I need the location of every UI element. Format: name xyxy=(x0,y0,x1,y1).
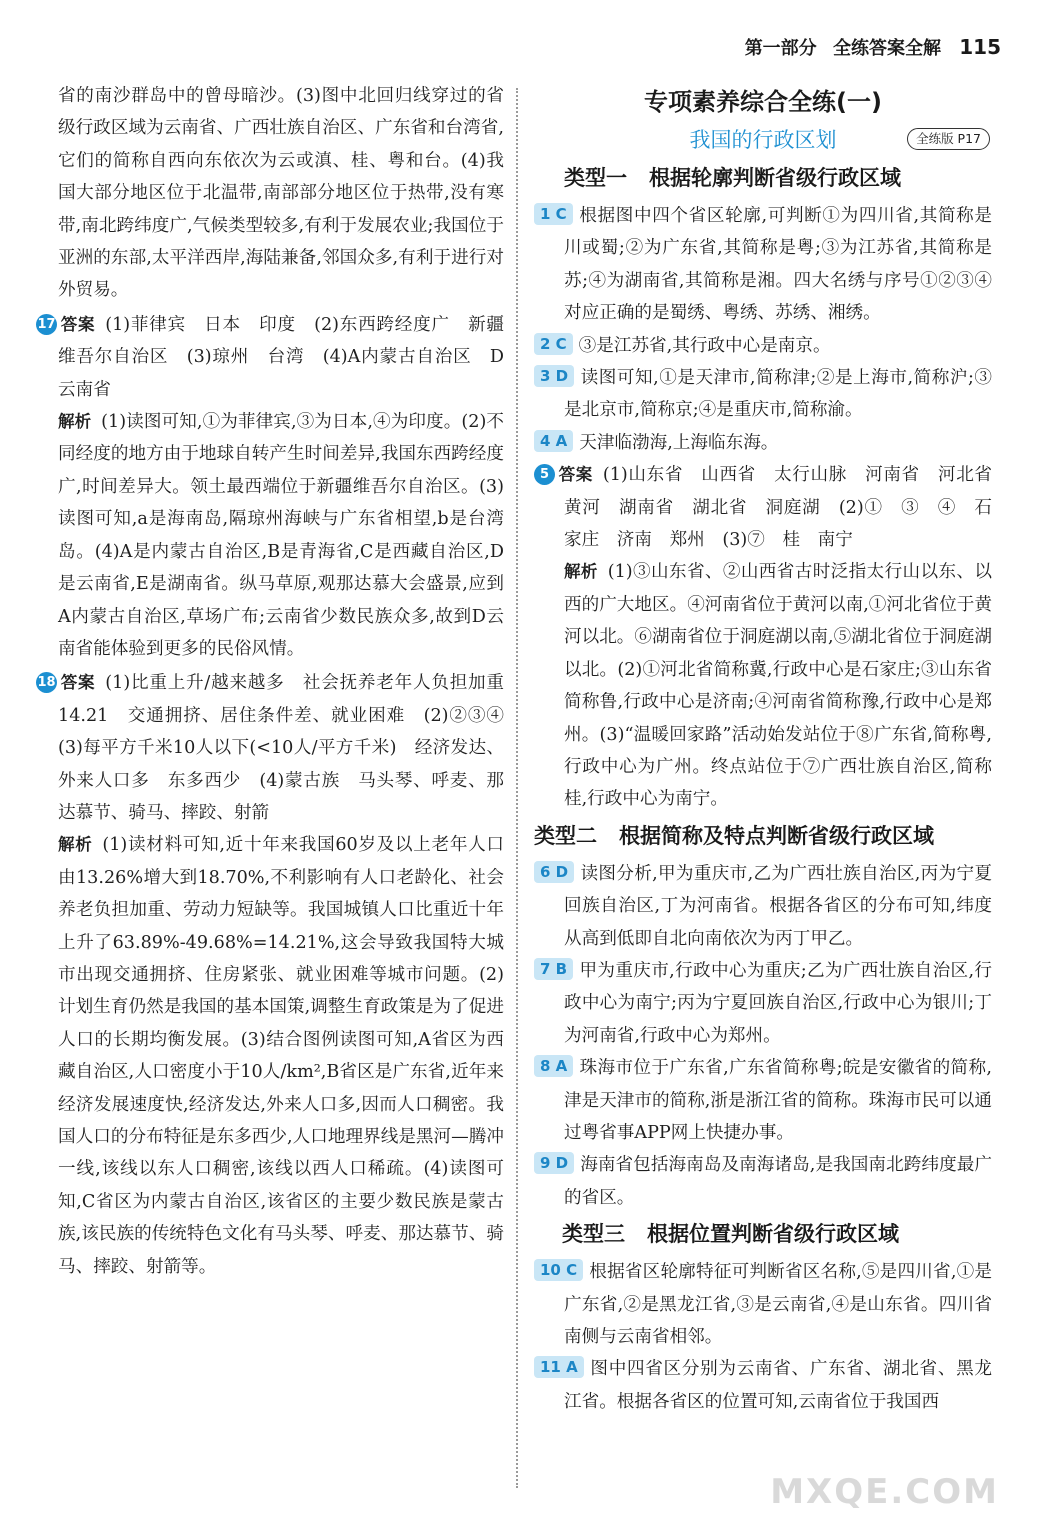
section-subtitle: 我国的行政区划 xyxy=(689,128,837,152)
explanation-text: 甲为重庆市,行政中心为重庆;乙为广西壮族自治区,行政中心为南宁;丙为宁夏回族自治区,行政中心为银川;丁为河南省,行政中心为郑州。 xyxy=(564,960,992,1046)
answer-tag: 1 C xyxy=(534,203,573,225)
type-title: 根据轮廓判断省级行政区域 xyxy=(649,166,901,190)
question-17-explanation xyxy=(58,406,504,665)
question-4 xyxy=(534,427,992,459)
question-11 xyxy=(534,1353,992,1418)
explanation-text: 图中四省区分别为云南省、广东省、湖北省、黑龙江省。根据各省区的位置可知,云南省位于我国西 xyxy=(564,1359,992,1412)
answer-tag: 10 C xyxy=(534,1259,583,1281)
header-part: 第一部分 xyxy=(744,38,817,59)
question-number-badge: 17 xyxy=(36,314,57,335)
question-number-badge: 5 xyxy=(534,464,555,485)
question-17 xyxy=(37,309,504,406)
answer-label: 答案 xyxy=(60,673,96,693)
explanation-text: 根据省区轮廓特征可判断省区名称,⑤是四川省,①是广东省,②是黑龙江省,③是云南省,④是山东省。四川省南侧与云南省相邻。 xyxy=(564,1262,992,1347)
explanation-text: 根据图中四个省区轮廓,可判断①为四川省,其简称是川或蜀;②为广东省,其简称是粤;③为江苏省,其简称是苏;④为湖南省,其简称是湘。四大名绣与序号①②③④对应正确的是蜀绣、粤绣、苏绣、湘绣。 xyxy=(564,206,992,324)
question-number-badge: 18 xyxy=(36,672,57,693)
question-1 xyxy=(534,200,992,330)
answer-tag: 6 D xyxy=(534,861,574,883)
type-title: 根据位置判断省级行政区域 xyxy=(647,1222,899,1247)
explanation-text: (1)读图可知,①为菲律宾,③为日本,④为印度。(2)不同经度的地方由于地球自转产生时间差异,我国东西跨经度广,时间差异大。领土最西端位于新疆维吾尔自治区。(3)读图可知,a是海南岛,隔琼州海峡与广东省相望,b是台湾岛。(4)A是内蒙古自治区,B是青海省,C是西藏自治区,D是云南省,E是湖南省。纵马草原,观那达慕大会盛景,应到A内蒙古自治区,草场广布;云南省少数民族众多,故到D云南省能体验到更多的民俗风情。 xyxy=(58,412,505,659)
question-9 xyxy=(534,1149,992,1214)
section-title: 专项素养综合全练(一) xyxy=(644,88,882,116)
explanation-text: 海南省包括海南岛及南海诸岛,是我国南北跨纬度最广的省区。 xyxy=(564,1155,992,1208)
explanation-text: (1)读材料可知,近十年来我国60岁及以上老年人口由13.26%增大到18.70%,不利影响有人口老龄化、社会养老负担加重、劳动力短缺等。我国城镇人口比重近十年上升了63.89%-49.68%=14.21%,这会导致我国特大城市出现交通拥挤、住房紧张、就业困难等城市问题。(2)计划生育仍然是我国的基本国策,调整生育政策是为了促进人口的长期均衡发展。(3)结合图例读图可知,A省区为西藏自治区,人口密度小于10人/km²,B省区是广东省,近年来经济发展速度快,经济发达,外来人口多,因而人口稠密。我国人口的分布特征是东多西少,人口地理界线是黑河—腾冲一线,该线以东人口稠密,该线以西人口稀疏。(4)读图可知,C省区为内蒙古自治区,该省区的主要少数民族是蒙古族,该民族的传统特色文化有马头琴、呼麦、那达慕节、骑马、摔跤、射箭等。 xyxy=(58,835,504,1277)
question-2 xyxy=(534,330,992,362)
question-6 xyxy=(534,858,992,955)
answer-tag: 11 A xyxy=(534,1356,584,1378)
question-18 xyxy=(37,667,522,829)
question-18-explanation xyxy=(58,829,504,1283)
type-label: 类型一 xyxy=(564,166,627,190)
header-book: 全练答案全解 xyxy=(832,38,941,59)
watermark-logo: MXQE.COM xyxy=(770,1472,999,1512)
answer-tag: 2 C xyxy=(534,333,573,355)
question-8 xyxy=(534,1052,992,1149)
type-title: 根据简称及特点判断省级行政区域 xyxy=(619,823,934,848)
explanation-label: 解析 xyxy=(58,412,92,432)
answer-text: (1)比重上升/越来越多 社会抚养老年人负担加重 14.21 交通拥挤、居住条件差、就业困难 (2)②③④ (3)每平方千米10人以下(<10人/平方千米) 经济发达、外来人口多 东多西少 (4)蒙古族 马头琴、呼麦、那达慕节、骑马、摔跤、射箭 xyxy=(58,673,522,823)
answer-text: (1)菲律宾 日本 印度 (2)东西跨经度广 新疆维吾尔自治区 (3)琼州 台湾 (4)A内蒙古自治区 D云南省 xyxy=(58,314,504,400)
page-header xyxy=(735,34,1001,60)
answer-tag: 9 D xyxy=(534,1152,574,1174)
explanation-text: 读图可知,①是天津市,简称津;②是上海市,简称沪;③是北京市,简称京;④是重庆市,简称渝。 xyxy=(564,368,992,421)
left-column xyxy=(37,80,522,1283)
column-divider xyxy=(516,88,518,1488)
explanation-text: 读图分析,甲为重庆市,乙为广西壮族自治区,丙为宁夏回族自治区,丁为河南省。根据各省区的分布可知,纬度从高到低即自北向南依次为丙丁甲乙。 xyxy=(564,863,992,949)
type-label: 类型三 xyxy=(562,1222,625,1247)
question-5 xyxy=(534,459,1010,556)
question-5-explanation xyxy=(534,556,992,815)
explanation-text: 天津临渤海,上海临东海。 xyxy=(579,432,779,453)
question-3 xyxy=(534,362,992,427)
answer-label: 答案 xyxy=(60,314,96,334)
answer-tag: 7 B xyxy=(534,958,573,980)
explanation-label: 解析 xyxy=(58,835,93,855)
type-heading-1 xyxy=(564,160,992,196)
type-heading-2 xyxy=(534,818,992,854)
answer-tag: 8 A xyxy=(534,1055,573,1077)
answer-text: (1)山东省 山西省 太行山脉 河南省 河北省 黄河 湖南省 湖北省 洞庭湖 (2)① ③ ④ 石家庄 济南 郑州 (3)⑦ 桂 南宁 xyxy=(564,465,1010,551)
question-10 xyxy=(534,1256,992,1353)
reference-badge: 全练版 P17 xyxy=(907,128,990,150)
question-7 xyxy=(534,955,992,1052)
explanation-text: ③是江苏省,其行政中心是南京。 xyxy=(578,335,831,356)
continued-explanation: 省的南沙群岛中的曾母暗沙。(3)图中北回归线穿过的省级行政区域为云南省、广西壮族自治区、广东省和台湾省,它们的简称自西向东依次为云或滇、桂、粤和台。(4)我国大部分地区位于北温带,南部部分地区位于热带,没有寒带,南北跨纬度广,气候类型较多,有利于发展农业;我国位于亚洲的东部,太平洋西岸,海陆兼备,邻国众多,有利于进行对外贸易。 xyxy=(58,86,504,301)
explanation-text: (1)③山东省、②山西省古时泛指太行山以东、以西的广大地区。④河南省位于黄河以南,①河北省位于黄河以北。⑥湖南省位于洞庭湖以南,⑤湖北省位于洞庭湖以北。(2)①河北省简称冀,行政中心是石家庄;③山东省简称鲁,行政中心是济南;④河南省简称豫,行政中心是郑州。(3)“温暖回家路”活动始发站位于⑧广东省,简称粤,行政中心为广州。终点站位于⑦广西壮族自治区,简称桂,行政中心为南宁。 xyxy=(564,562,992,810)
explanation-text: 珠海市位于广东省,广东省简称粤;皖是安徽省的简称,津是天津市的简称,浙是浙江省的简称。珠海市民可以通过粤省事APP网上快捷办事。 xyxy=(564,1058,992,1143)
answer-tag: 4 A xyxy=(534,430,573,452)
answer-tag: 3 D xyxy=(534,365,574,387)
page-number: 115 xyxy=(959,35,1001,59)
type-heading-3 xyxy=(562,1216,992,1252)
explanation-label: 解析 xyxy=(564,562,598,582)
type-label: 类型二 xyxy=(534,823,597,848)
subtitle-row xyxy=(534,122,992,158)
answer-label: 答案 xyxy=(558,465,593,485)
right-column xyxy=(534,80,1010,1418)
